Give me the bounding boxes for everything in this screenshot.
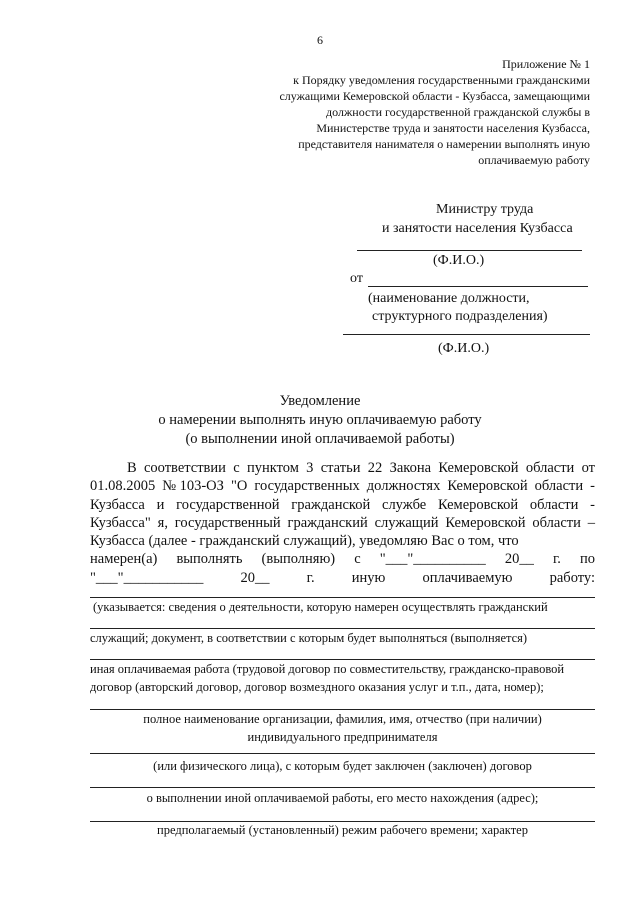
appendix-line: оплачиваемую работу <box>478 153 590 167</box>
fill-line-3[interactable] <box>90 659 595 660</box>
body-word: г. <box>552 551 561 568</box>
hint-6: о выполнении иной оплачиваемой работы, его место нахождения (адрес); <box>146 791 539 805</box>
hint-1: (указывается: сведения о деятельности, которую намерен осуществлять гражданский <box>93 600 548 614</box>
hint-4a: полное наименование организации, фамилия, имя, отчество (при наличии) <box>143 712 542 726</box>
body-word: г. <box>306 569 315 586</box>
document-title <box>0 392 640 449</box>
appendix-line: должности государственной гражданской службы в <box>326 105 590 119</box>
position-caption-1: (наименование должности, <box>368 291 530 306</box>
start-date-field[interactable]: "___"__________ <box>379 551 486 568</box>
fill-line-2[interactable] <box>90 628 595 629</box>
body-word: оплачиваемую <box>422 569 513 586</box>
from-field-line[interactable] <box>368 286 588 287</box>
fio2-field-line[interactable] <box>343 334 590 335</box>
hint-3b: договор (авторский договор, договор возмездного оказания услуг и т.п., дата, номер); <box>90 680 544 694</box>
dates-line-b <box>90 569 595 587</box>
position-caption-2: структурного подразделения) <box>372 309 548 324</box>
fill-line-6[interactable] <box>90 787 595 788</box>
page-number: 6 <box>317 33 323 47</box>
body-word: работу: <box>549 569 595 586</box>
fill-line-1[interactable] <box>90 597 595 598</box>
fio-caption: (Ф.И.О.) <box>433 253 485 268</box>
fill-line-4[interactable] <box>90 709 595 710</box>
from-label: от <box>350 271 363 286</box>
body-word: (выполняю) <box>261 551 336 568</box>
title-line2: о намерении выполнять иную оплачиваемую работу <box>158 412 482 428</box>
appendix-header <box>279 56 590 168</box>
appendix-line: служащими Кемеровской области - Кузбасса, замещающими <box>279 89 590 103</box>
notification-body <box>90 459 595 587</box>
fill-line-7[interactable] <box>90 821 595 822</box>
appendix-line: Министерстве труда и занятости населения Кузбасса, <box>316 121 590 135</box>
end-year-field[interactable]: 20__ <box>240 569 270 586</box>
appendix-line: к Порядку уведомления государственными гражданскими <box>293 73 590 87</box>
addressee-line1: Министру труда <box>436 202 534 217</box>
fio2-caption: (Ф.И.О.) <box>438 341 490 356</box>
addressee-line2: и занятости населения Кузбасса <box>382 221 573 236</box>
hint-5: (или физического лица), с которым будет заключен (заключен) договор <box>153 759 532 773</box>
body-paragraph: В соответствии с пунктом 3 статьи 22 Закона Кемеровской области от 01.08.2005 №103-ОЗ "О государственных должностях Кемеровской области - Кузбасса и государственной гражданской службе Кемеровской области - Кузбасса" я, государственный гражданский служащий Кемеровской области – Кузбасса (далее - гражданский служащий), уведомляю Вас о том, что <box>90 460 595 550</box>
hint-2: служащий; документ, в соответствии с которым будет выполняться (выполняется) <box>90 631 528 645</box>
title-line1: Уведомление <box>279 393 361 409</box>
hint-3a: иная оплачиваемая работа (трудовой договор по совместительству, гражданско-правовой <box>90 662 565 676</box>
title-line3: (о выполнении иной оплачиваемой работы) <box>185 431 455 447</box>
body-word: по <box>579 551 595 568</box>
dates-line-a <box>90 550 595 568</box>
fill-line-5[interactable] <box>90 753 595 754</box>
hint-4b: индивидуального предпринимателя <box>247 730 438 744</box>
body-word: выполнять <box>176 551 243 568</box>
start-year-field[interactable]: 20__ <box>504 551 534 568</box>
appendix-line: представителя нанимателя о намерении выполнять иную <box>298 137 590 151</box>
body-word: намерен(а) <box>90 551 158 568</box>
fio-field-line[interactable] <box>357 250 582 251</box>
end-date-field[interactable]: "___"___________ <box>90 569 204 586</box>
appendix-title: Приложение № 1 <box>502 57 590 71</box>
body-word: с <box>354 551 361 568</box>
hint-7: предполагаемый (установленный) режим рабочего времени; характер <box>157 823 528 837</box>
body-word: иную <box>351 569 386 586</box>
